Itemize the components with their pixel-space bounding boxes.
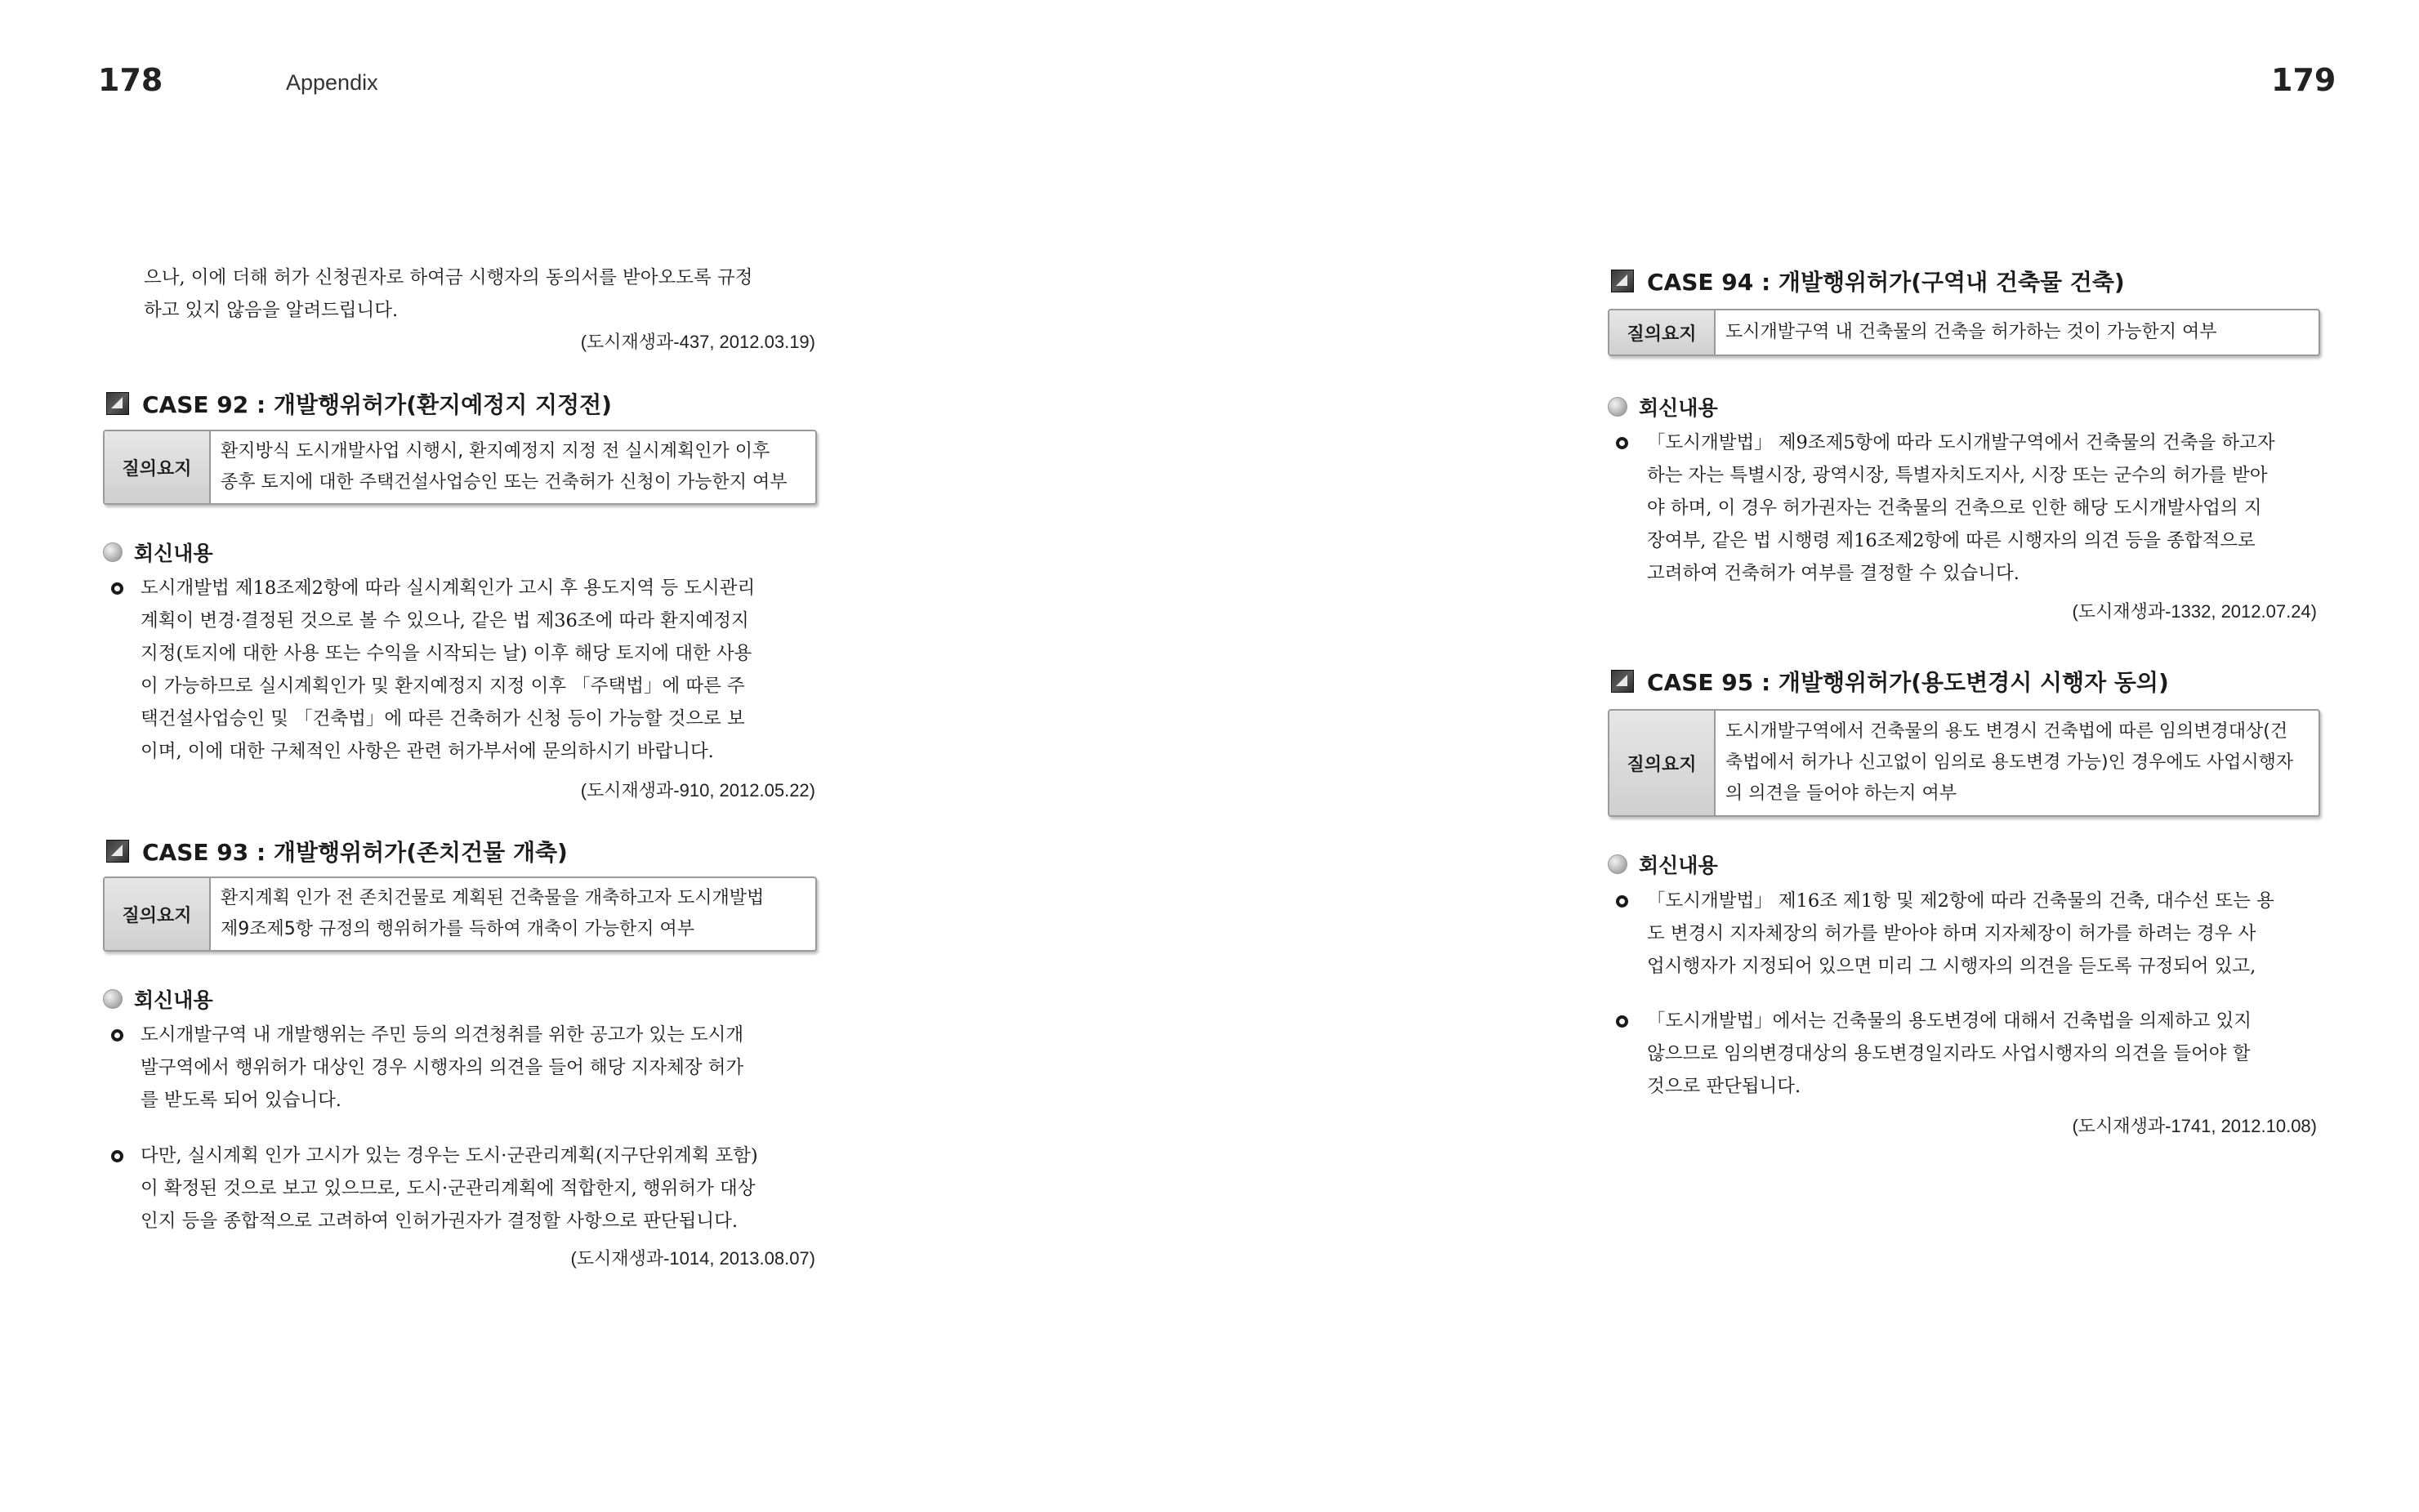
case-93-reply-text-2: 다만, 실시계획 인가 고시가 있는 경우는 도시·군관리계획(지구단위계획 포함) 이 확정된 것으로 보고 있으므로, 도시·군관리계획에 적합한지, 행위허가 대상 인지 등을 종합적으로 고려하여 인허가권자가 결정할 사항으로 판단됩니다.: [141, 1145, 758, 1232]
page-number: 178: [98, 62, 163, 98]
case-94-reply-heading: [1608, 392, 1718, 421]
case-92-heading: [106, 387, 612, 420]
case-93-citation: (도시재생과-1014, 2013.08.07): [570, 1248, 815, 1269]
case-95-summary-box: [1608, 709, 2320, 817]
reply-dot-icon: [103, 989, 123, 1009]
case-box-icon: [1611, 270, 1634, 292]
summary-label: 질의요지: [105, 878, 211, 950]
case-94-citation: (도시재생과-1332, 2012.07.24): [2072, 601, 2317, 622]
bullet-icon: [111, 1150, 123, 1162]
bullet-icon: [111, 582, 123, 595]
case-95-citation: (도시재생과-1741, 2012.10.08): [2072, 1116, 2317, 1136]
case-95-reply-text-2: 「도시개발법」에서는 건축물의 용도변경에 대해서 건축법을 의제하고 있지 않으므로 임의변경대상의 용도변경일지라도 사업시행자의 의견을 들어야 할 것으로 판단됩니다.: [1647, 1010, 2252, 1097]
case-93-reply-text-1: 도시개발구역 내 개발행위는 주민 등의 의견청취를 위한 공고가 있는 도시개 발구역에서 행위허가 대상인 경우 시행자의 의견을 들어 해당 지자체장 허가 를 받도록 되어 있습니다.: [141, 1024, 744, 1111]
summary-text: 환지방식 도시개발사업 시행시, 환지예정지 지정 전 실시계획인가 이후 종후 토지에 대한 주택건설사업승인 또는 건축허가 신청이 가능한지 여부: [221, 441, 788, 493]
bullet-icon: [1616, 895, 1628, 908]
case-94-reply-text: 「도시개발법」 제9조제5항에 따라 도시개발구역에서 건축물의 건축을 하고자 하는 자는 특별시장, 광역시장, 특별자치도지사, 시장 또는 군수의 허가를 받아 야 하며, 이 경우 허가권자는 건축물의 건축으로 인한 해당 도시개발사업의 지 장여부, 같은 법 시행령 제16조제2항에 따른 시행자의 의견 등을 종합적으로 고려하여 건축허가 여부를 결정할 수 있습니다.: [1647, 432, 2275, 584]
case-95-title: CASE 95 : 개발행위허가(용도변경시 시행자 동의): [1647, 669, 2169, 696]
left-page: [0, 0, 1209, 1512]
case-94-title: CASE 94 : 개발행위허가(구역내 건축물 건축): [1647, 269, 2125, 296]
reply-dot-icon: [1608, 854, 1627, 874]
case-box-icon: [1611, 670, 1634, 693]
reply-heading-label: 회신내용: [1639, 854, 1718, 877]
running-head: Appendix: [286, 70, 378, 95]
citation: (도시재생과-437, 2012.03.19): [580, 332, 815, 352]
case-box-icon: [106, 840, 129, 863]
summary-label: 질의요지: [1609, 310, 1716, 355]
case-95-reply-heading: [1608, 850, 1718, 879]
continuation-paragraph: 으나, 이에 더해 허가 신청권자로 하여금 시행자의 동의서를 받아오도록 규정 하고 있지 않음을 알려드립니다.: [144, 267, 753, 321]
right-page: [1209, 0, 2419, 1512]
summary-label: 질의요지: [1609, 711, 1716, 815]
reply-heading-label: 회신내용: [134, 988, 213, 1012]
case-95-heading: [1611, 665, 2169, 698]
page-number: 179: [2271, 62, 2336, 98]
summary-text: 환지계획 인가 전 존치건물로 계획된 건축물을 개축하고자 도시개발법 제9조제5항 규정의 행위허가를 득하여 개축이 가능한지 여부: [221, 888, 765, 939]
case-95-reply-text-1: 「도시개발법」 제16조 제1항 및 제2항에 따라 건축물의 건축, 대수선 또는 용 도 변경시 지자체장의 허가를 받아야 하며 지자체장이 허가를 하려는 경우 사 업시행자가 지정되어 있으면 미리 그 시행자의 의견을 듣도록 규정되어 있고,: [1647, 890, 2274, 977]
summary-text: 도시개발구역 내 건축물의 건축을 허가하는 것이 가능한지 여부: [1725, 322, 2217, 342]
case-box-icon: [106, 392, 129, 415]
reply-heading-label: 회신내용: [1639, 396, 1718, 420]
bullet-icon: [111, 1029, 123, 1041]
reply-heading-label: 회신내용: [134, 542, 213, 565]
case-93-reply-heading: [103, 984, 213, 1014]
bullet-icon: [1616, 437, 1628, 449]
case-94-heading: [1611, 265, 2125, 297]
case-93-heading: [106, 835, 568, 868]
case-94-summary-box: [1608, 309, 2320, 356]
case-92-citation: (도시재생과-910, 2012.05.22): [580, 780, 815, 801]
case-93-title: CASE 93 : 개발행위허가(존치건물 개축): [142, 839, 568, 866]
case-92-title: CASE 92 : 개발행위허가(환지예정지 지정전): [142, 391, 612, 418]
case-93-summary-box: [103, 876, 817, 952]
reply-dot-icon: [103, 542, 123, 562]
case-92-reply-heading: [103, 537, 213, 567]
bullet-icon: [1616, 1015, 1628, 1028]
case-92-summary-box: [103, 430, 817, 505]
summary-label: 질의요지: [105, 431, 211, 503]
reply-dot-icon: [1608, 397, 1627, 417]
summary-text: 도시개발구역에서 건축물의 용도 변경시 건축법에 따른 임의변경대상(건 축법에서 허가나 신고없이 임의로 용도변경 가능)인 경우에도 사업시행자 의 의견을 들어야 하는지 여부: [1725, 721, 2294, 804]
case-92-reply-text: 도시개발법 제18조제2항에 따라 실시계획인가 고시 후 용도지역 등 도시관리 계획이 변경·결정된 것으로 볼 수 있으나, 같은 법 제36조에 따라 환지예정지 지정(토지에 대한 사용 또는 수익을 시작되는 날) 이후 해당 토지에 대한 사용 이 가능하므로 실시계획인가 및 환지예정지 지정 이후 「주택법」에 따른 주 택건설사업승인 및 「건축법」에 따른 건축허가 신청 등이 가능할 것으로 보 이며, 이에 대한 구체적인 사항은 관련 허가부서에 문의하시기 바랍니다.: [141, 578, 756, 762]
